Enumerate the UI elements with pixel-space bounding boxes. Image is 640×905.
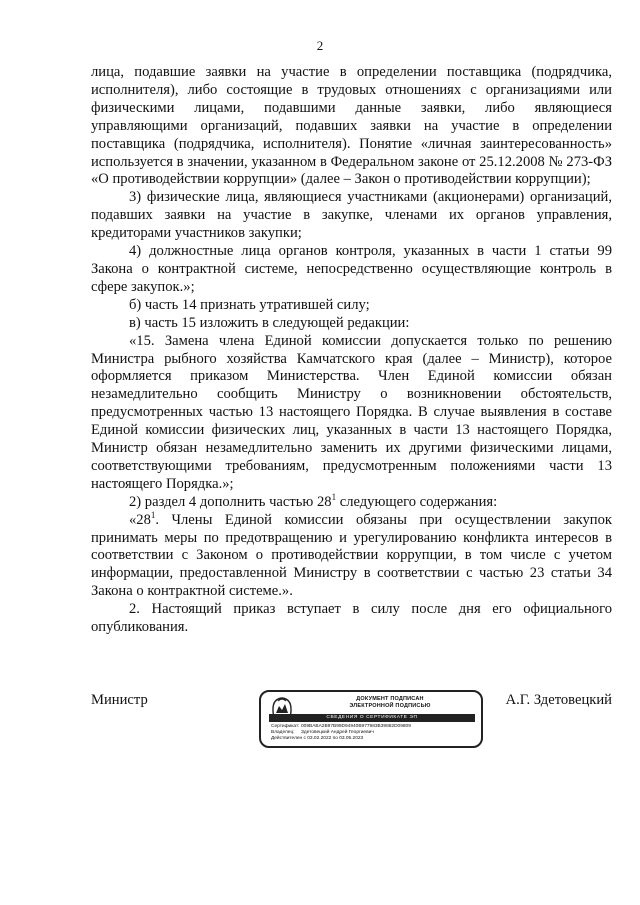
- stamp-title-line: ЭЛЕКТРОННОЙ ПОДПИСЬЮ: [349, 702, 431, 709]
- paragraph-part-28-1: [91, 509, 612, 602]
- electronic-signature-stamp: [259, 690, 483, 748]
- paragraph-text: . Члены Единой комиссии обязаны при осуществлении закупок принимать меры по предотвращению и урегулированию конфликта интересов в соответствии с Законом о противодействии коррупции, в том числе с учетом информации, предоставленной Министру в соответствии с частью 23 статьи 34 Закона о контрактной системе.».: [91, 511, 612, 600]
- signature-block: [91, 690, 612, 750]
- paragraph-text: «28: [129, 511, 151, 528]
- superscript: 1: [150, 509, 156, 520]
- certificate-label: Сертификат:: [271, 724, 300, 729]
- paragraph-continuation: лица, подавшие заявки на участие в определении поставщика (подрядчика, исполнителя), либо состоящие в трудовых отношениях с организациями или физическими лицами, подавшими данные заявки, либо являющиеся управляющими организаций, подавших заявки на участие в определении поставщика (подрядчика, исполнителя). Понятие «личная заинтересованность» используется в значении, указанном в Федеральном законе от 25.12.2008 № 273-ФЗ «О противодействии коррупции» (далее – Закон о противодействии коррупции);: [91, 64, 612, 188]
- paragraph-effective-date: 2. Настоящий приказ вступает в силу после дня его официального опубликования.: [91, 601, 612, 636]
- certificate-details: [271, 724, 476, 743]
- paragraph-part-15: «15. Замена члена Единой комиссии допускается только по решению Министра рыбного хозяйства Камчатского края (далее – Министр), которое оформляется приказом Министерства. Член Единой комиссии обязан незамедлительно сообщить Министру о возникновении обстоятельств, предусмотренных частью 13 настоящего Порядка. В случае выявления в составе Единой комиссии физических лиц, указанных в части 13 настоящего Порядка, Министр обязан незамедлительно заменить их другими физическими лицами, соответствующими требованиям, предусмотренным положениями части 13 настоящего Порядка.»;: [91, 332, 612, 492]
- paragraph-text: следующего содержания:: [336, 493, 498, 510]
- paragraph-item-v: в) часть 15 изложить в следующей редакции:: [129, 314, 410, 331]
- paragraph-item-b: б) часть 14 признать утратившей силу;: [129, 296, 370, 313]
- paragraph-item-4: 4) должностные лица органов контроля, указанных в части 1 статьи 99 Закона о контрактной системе, непосредственно осуществляющие контроль в сфере закупок.»;: [91, 243, 612, 295]
- owner-label: Владелец:: [271, 730, 295, 736]
- paragraph-item-2: [91, 491, 612, 512]
- superscript: 1: [331, 491, 337, 502]
- validity-dates: 03.02.2022 по 03.05.2023: [307, 736, 364, 742]
- owner-name: Здетовецкий Андрей Георгиевич: [301, 730, 374, 736]
- stamp-title: [301, 696, 479, 709]
- document-body: [91, 64, 612, 637]
- signer-title: Министр: [91, 692, 148, 708]
- certificate-validity-row: [271, 736, 476, 742]
- signer-name: А.Г. Здетовецкий: [505, 692, 612, 708]
- page-number: 2: [316, 38, 324, 53]
- validity-label: Действителен с: [271, 736, 306, 742]
- certificate-number: 009BABA2B97B99D94940B977983B39882D09809: [301, 724, 411, 729]
- paragraph-text: 2) раздел 4 дополнить частью 28: [129, 493, 332, 510]
- paragraph-item-3: 3) физические лица, являющиеся участниками (акционерами) организаций, подавших заявки на участие в закупке, членами их органов управления, кредиторами участников закупки;: [91, 189, 612, 242]
- stamp-title-line: ДОКУМЕНТ ПОДПИСАН: [356, 696, 424, 702]
- certificate-header: СВЕДЕНИЯ О СЕРТИФИКАТЕ ЭП: [269, 714, 475, 722]
